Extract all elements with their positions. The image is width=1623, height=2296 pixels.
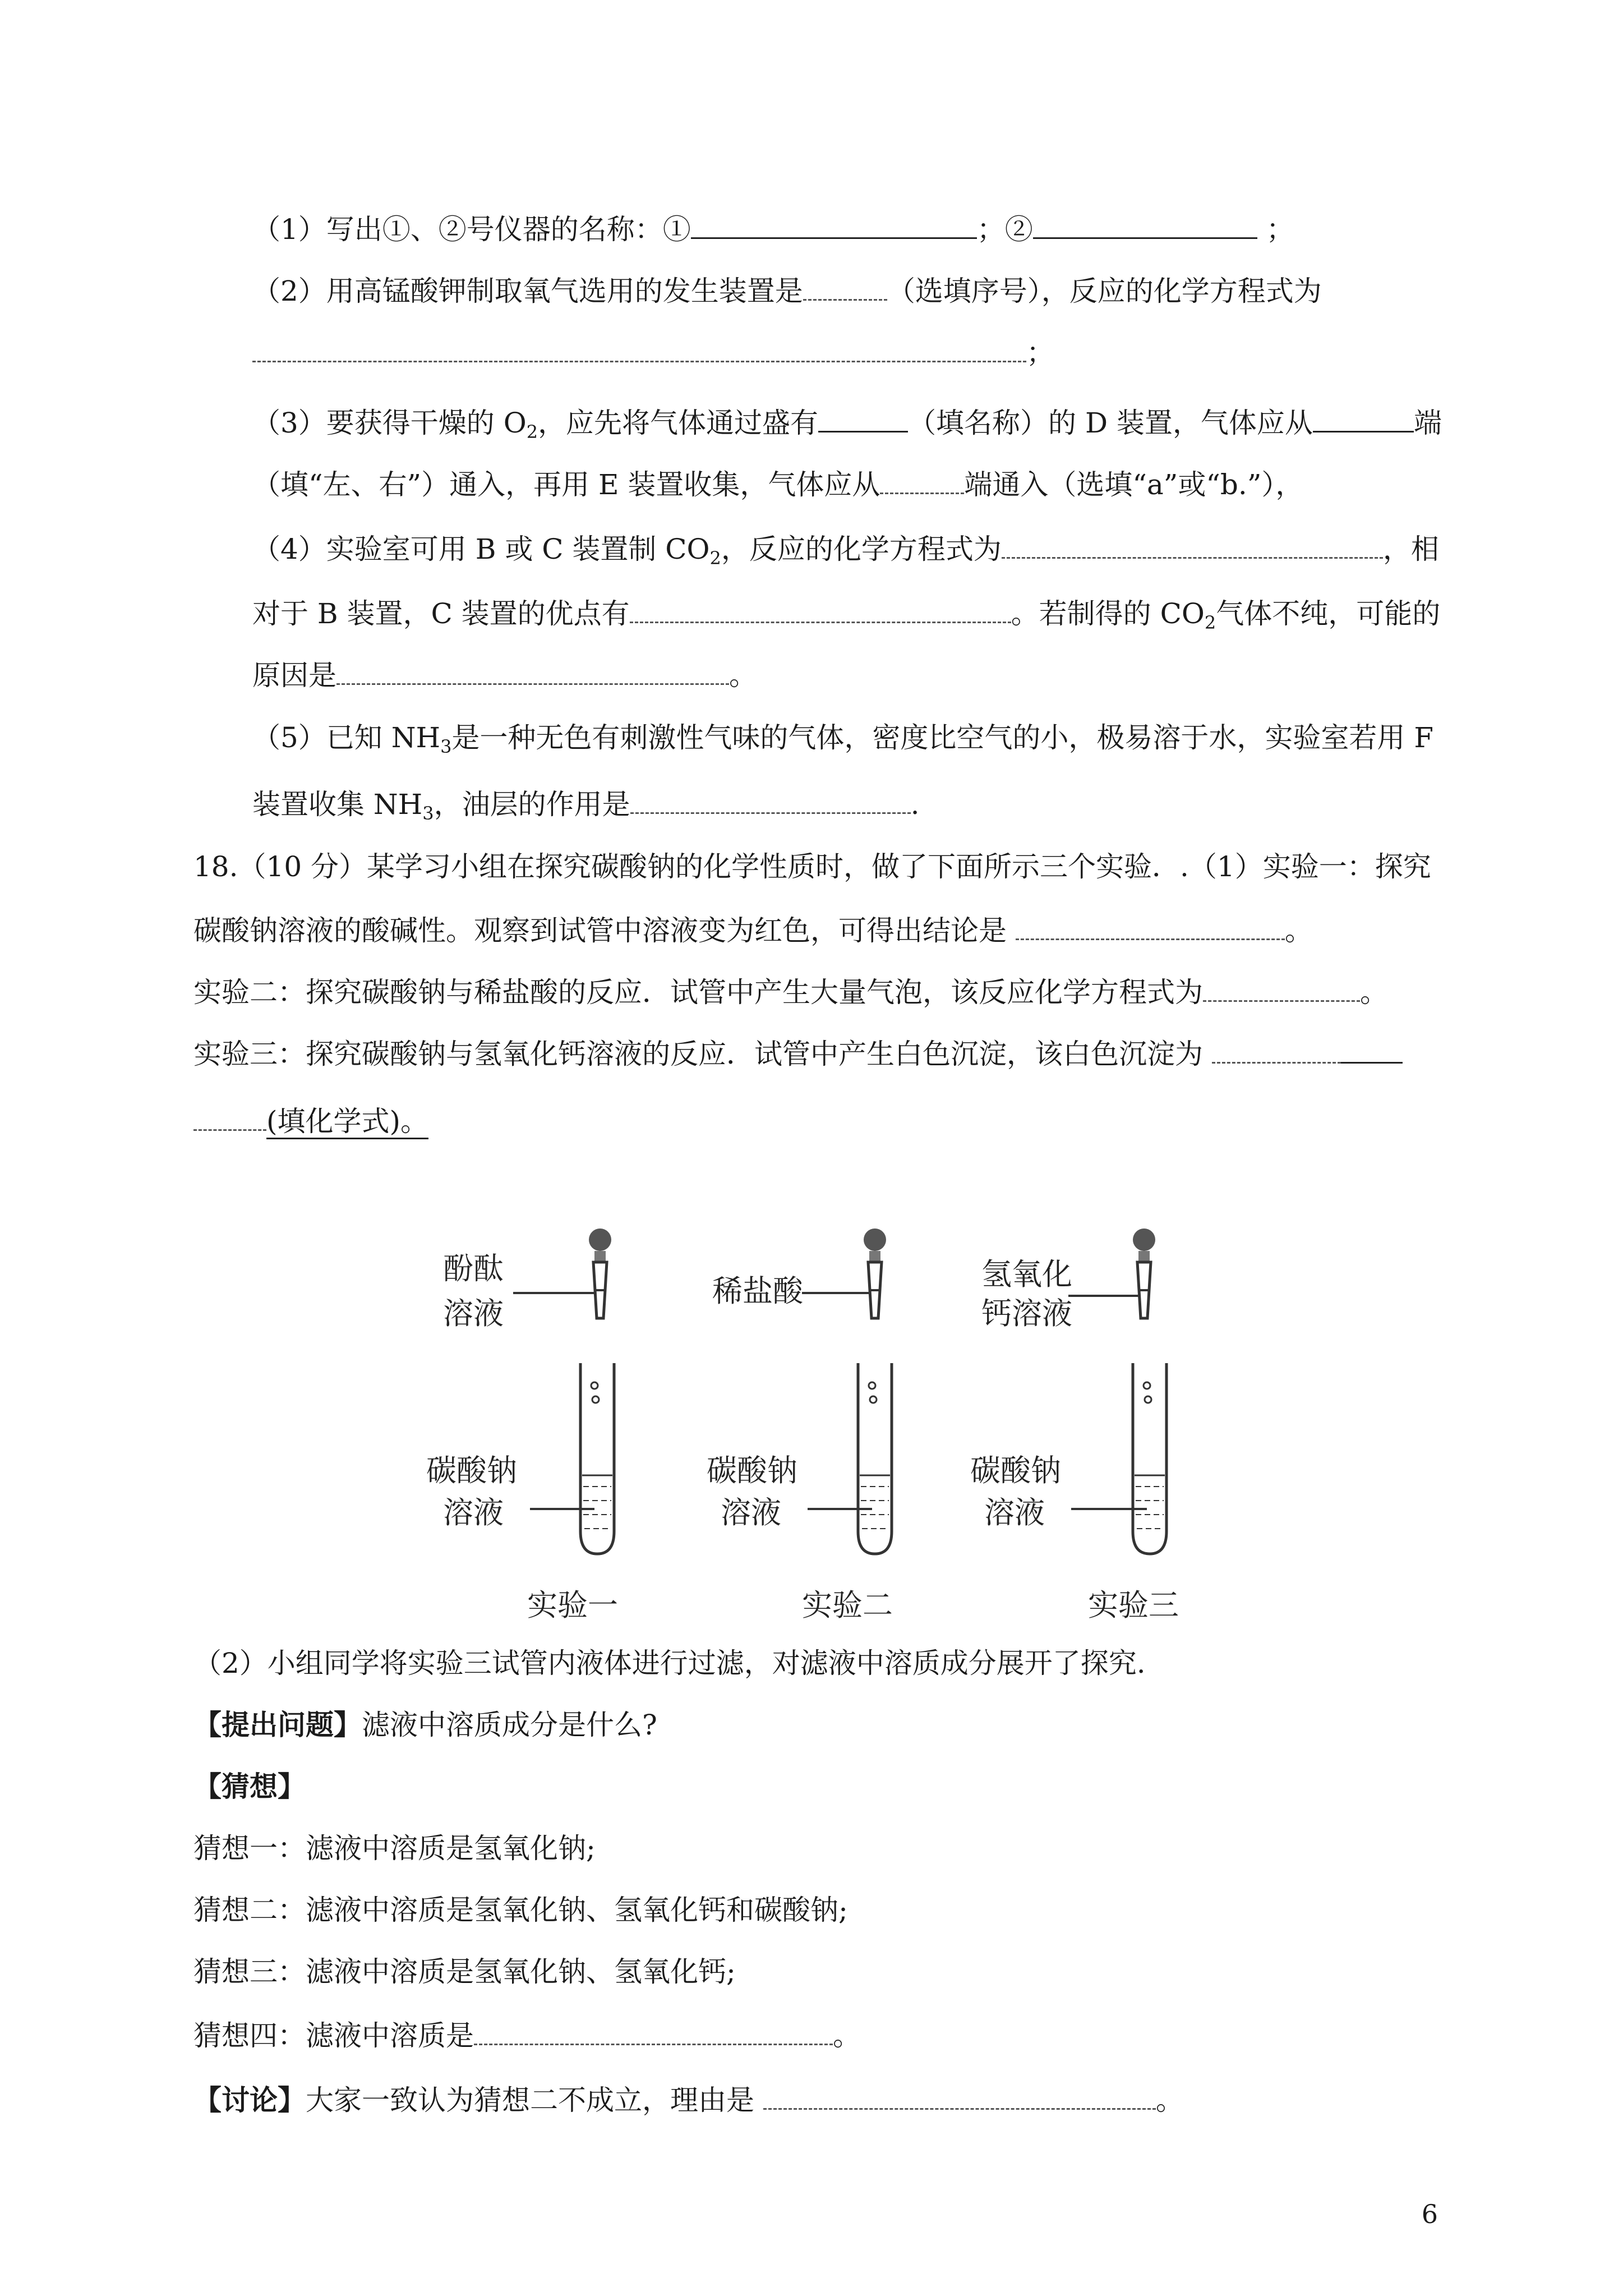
q17-part4-cont: 对于 B 装置，C 装置的优点有 。若制得的 $CO_2$气体不纯，可能的: [252, 595, 1440, 631]
part2-intro: （2）小组同学将实验三试管内液体进行过滤，对滤液中溶质成分展开了探究.: [193, 1647, 1146, 1680]
answer-blank-8[interactable]: [1002, 530, 1383, 559]
test-tube-3: [1133, 1363, 1166, 1554]
q17-part3: （3）要获得干燥的 $O_2$，应先将气体通过盛有 （填名称）的 D 装置，气体应从 端: [252, 404, 1442, 440]
question-line: 【提出问题】滤液中溶质成分是什么?: [193, 1708, 657, 1741]
answer-blank-10[interactable]: [336, 656, 729, 685]
q18-line4: 实验三：探究碳酸钠与氢氧化钙溶液的反应．试管中产生白色沉淀，该白色沉淀为: [193, 1035, 1403, 1071]
q17-part2: （2）用高锰酸钾制取氧气选用的发生装置是 （选填序号），反应的化学方程式为: [252, 272, 1322, 308]
answer-blank-15[interactable]: [193, 1102, 266, 1131]
guess-3: 猜想三：滤液中溶质是氢氧化钠、氢氧化钙;: [193, 1955, 736, 1988]
q17-part4: （4）实验室可用 B 或 C 装置制 $CO_2$，反应的化学方程式为 ，相: [252, 530, 1439, 566]
q17-part2-cont: ；: [252, 334, 1054, 370]
test-tube-1: [580, 1363, 614, 1554]
q18-line3: 实验二：探究碳酸钠与稀盐酸的反应．试管中产生大量气泡，该反应化学方程式为 。: [193, 973, 1388, 1009]
guess-2: 猜想二：滤液中溶质是氢氧化钠、氢氧化钙和碳酸钠;: [193, 1894, 848, 1926]
experiment-3: [970, 1228, 1179, 1623]
guess-heading: 【猜想】: [193, 1770, 306, 1803]
dropper-label-3b: 钙溶液: [981, 1296, 1072, 1331]
answer-blank-14[interactable]: [1212, 1035, 1341, 1064]
dropper-2: [864, 1228, 886, 1318]
dropper-label-3a: 氢氧化: [981, 1257, 1072, 1292]
q17-part4-cont2: 原因是 。: [252, 656, 757, 692]
guess-4: 猜想四：滤液中溶质是 。: [193, 2017, 861, 2053]
dropper-label-1b: 溶液: [443, 1296, 504, 1331]
tube-label-2b: 溶液: [721, 1495, 781, 1530]
answer-blank-11[interactable]: [630, 785, 911, 814]
q17-part5-cont: 装置收集 $NH_3$，油层的作用是 .: [252, 785, 920, 821]
answer-blank-13[interactable]: [1203, 973, 1360, 1002]
answer-blank-7[interactable]: [880, 466, 964, 494]
q18-line5: (填化学式)。: [193, 1102, 428, 1138]
answer-blank-1[interactable]: [691, 210, 977, 239]
experiment-2: [707, 1228, 893, 1623]
answer-blank-12[interactable]: [1016, 912, 1285, 940]
dropper-label-1a: 酚酞: [443, 1251, 504, 1286]
q17-part1: （1）写出①、②号仪器的名称：① ；② ；: [252, 210, 1294, 246]
q17-part5: （5）已知 $NH_3$是一种无色有刺激性气味的气体，密度比空气的小，极易溶于水，实验室若用 F: [252, 721, 1434, 757]
tube-label-1a: 碳酸钠: [426, 1453, 517, 1488]
answer-blank-16[interactable]: [474, 2017, 833, 2045]
test-tube-2: [858, 1363, 892, 1554]
answer-blank-4[interactable]: [252, 334, 1026, 362]
answer-blank-9[interactable]: [630, 595, 1011, 623]
q18-line1: 18.（10 分）某学习小组在探究碳酸钠的化学性质时，做了下面所示三个实验．.（1）实验一：探究: [193, 850, 1431, 883]
discussion: 【讨论】大家一致认为猜想二不成立，理由是 。: [193, 2081, 1184, 2117]
answer-blank-17[interactable]: [763, 2081, 1156, 2110]
experiment-1: [426, 1228, 618, 1623]
answer-blank-2[interactable]: [1033, 210, 1257, 239]
answer-blank-6[interactable]: [1313, 404, 1414, 432]
tube-label-3a: 碳酸钠: [970, 1453, 1061, 1488]
q18-line2: 碳酸钠溶液的酸碱性。观察到试管中溶液变为红色，可得出结论是 。: [193, 912, 1313, 947]
experiment-figure: [393, 1206, 1234, 1632]
tube-label-3b: 溶液: [984, 1495, 1045, 1530]
tube-label-2a: 碳酸钠: [707, 1453, 797, 1488]
dropper-label-2: 稀盐酸: [712, 1273, 803, 1309]
answer-blank-14b[interactable]: [1341, 1035, 1403, 1064]
caption-3: 实验三: [1088, 1588, 1179, 1623]
page-number: 6: [1421, 2199, 1438, 2229]
guess-1: 猜想一：滤液中溶质是氢氧化钠;: [193, 1832, 596, 1865]
dropper-1: [589, 1228, 611, 1318]
tube-label-1b: 溶液: [443, 1495, 504, 1530]
dropper-3: [1133, 1228, 1155, 1318]
caption-2: 实验二: [802, 1588, 893, 1623]
caption-1: 实验一: [527, 1588, 618, 1623]
answer-blank-5[interactable]: [818, 404, 908, 432]
q17-part3-cont: （填“左、右”）通入，再用 E 装置收集，气体应从 端通入（选填“a”或“b.”），: [252, 466, 1303, 501]
answer-blank-3[interactable]: [803, 272, 887, 301]
